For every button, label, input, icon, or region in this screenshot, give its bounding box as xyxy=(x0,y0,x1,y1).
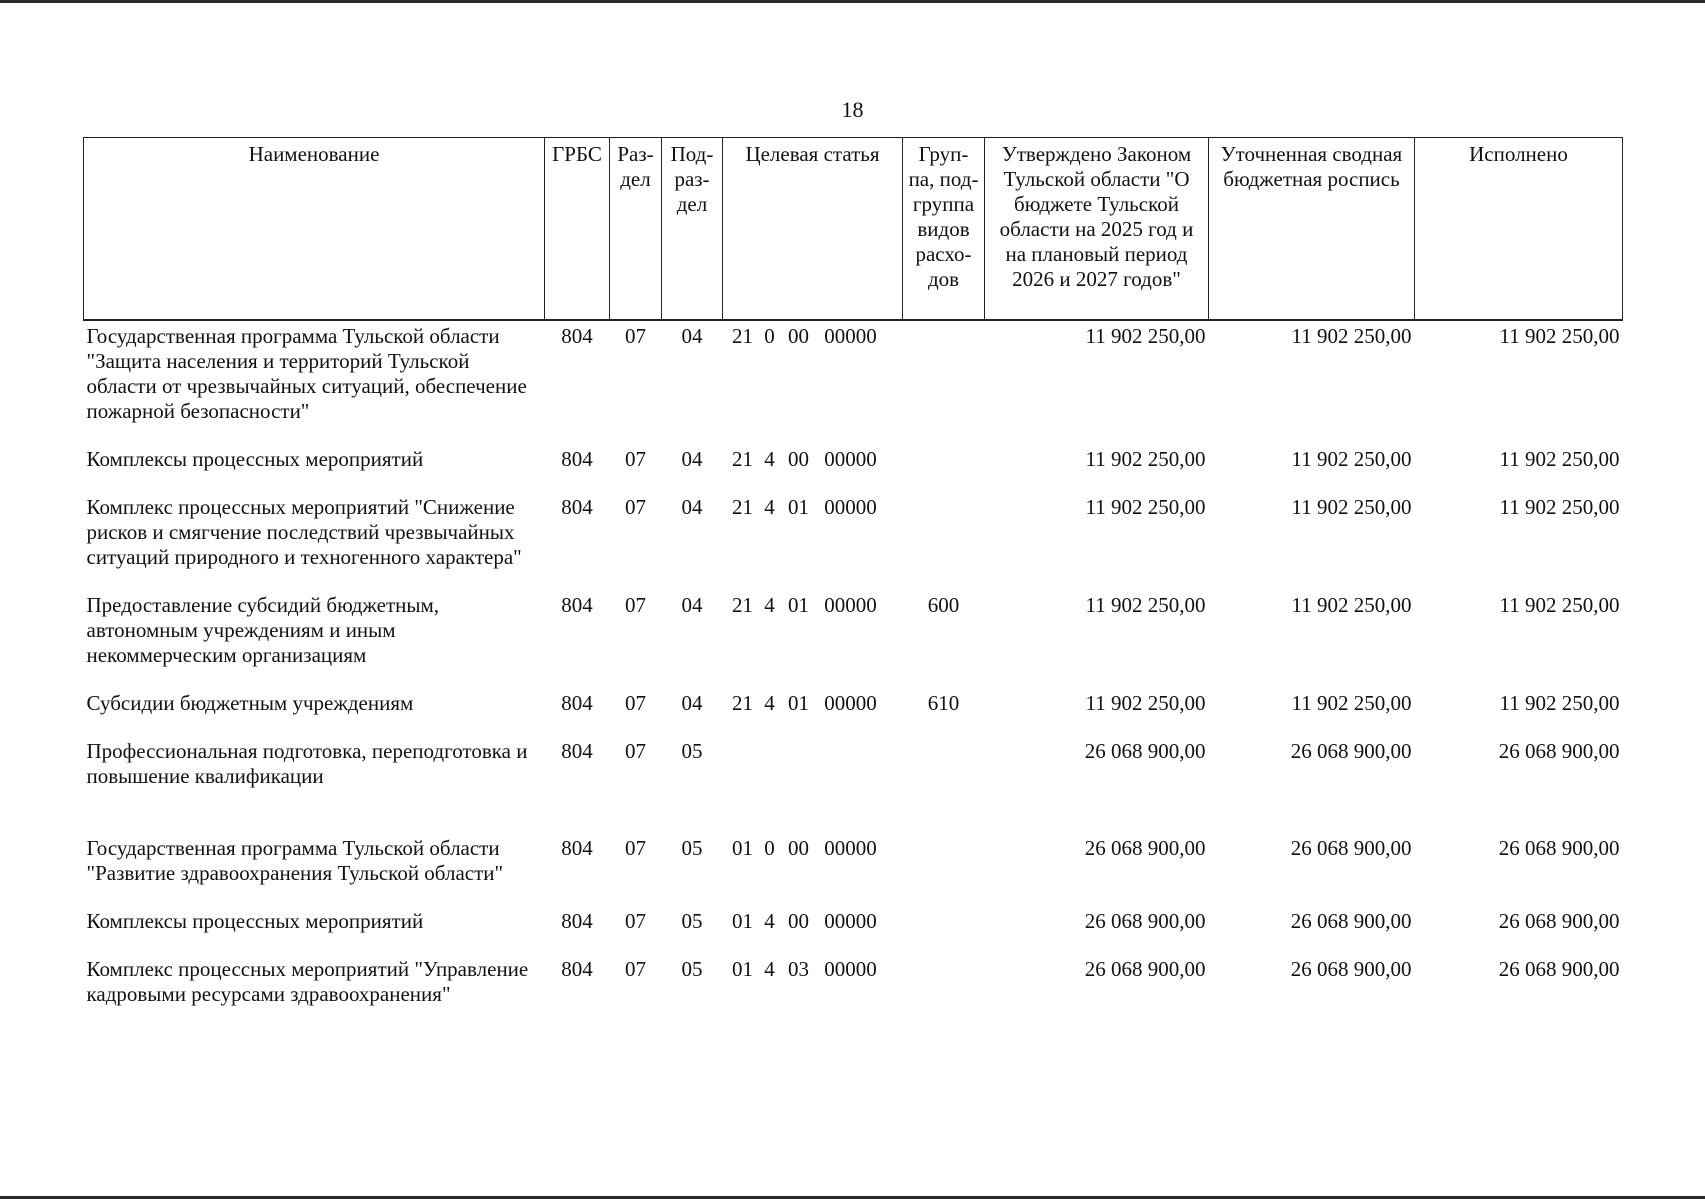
row-razdel: 07 xyxy=(625,494,646,519)
row-target-article xyxy=(723,736,903,833)
row-grbs: 804 xyxy=(561,494,593,519)
header-target: Целевая статья xyxy=(723,138,903,320)
header-approved: Утверждено Законом Тульской области "О бюджете Тульской области на 2025 год и на плановый период 2026 и 2027 годов" xyxy=(985,138,1209,320)
row-podrazdel: 05 xyxy=(681,908,703,933)
target-article-part: 01 xyxy=(788,494,809,519)
row-grbs: 804 xyxy=(561,323,593,348)
row-refined: 26 068 900,00 xyxy=(1290,908,1412,933)
table-row xyxy=(84,320,1623,444)
budget-table xyxy=(83,137,1623,1027)
target-article-part: 00000 xyxy=(824,835,877,860)
row-podrazdel: 04 xyxy=(681,494,703,519)
header-refined: Уточненная сводная бюджетная роспись xyxy=(1209,138,1415,320)
target-article-part: 21 xyxy=(732,323,753,348)
table-row xyxy=(84,906,1623,954)
target-article-part: 01 xyxy=(732,956,753,981)
row-approved: 11 902 250,00 xyxy=(1085,323,1206,348)
target-article-part: 4 xyxy=(764,956,775,981)
row-executed: 26 068 900,00 xyxy=(1498,908,1620,933)
target-article-part: 00000 xyxy=(824,956,877,981)
header-name: Наименование xyxy=(84,138,545,320)
row-grbs: 804 xyxy=(561,738,593,763)
row-group xyxy=(903,736,985,833)
row-refined: 26 068 900,00 xyxy=(1290,835,1412,860)
row-approved: 11 902 250,00 xyxy=(1085,592,1206,617)
target-article-part: 00000 xyxy=(824,323,877,348)
target-article-part: 01 xyxy=(732,908,753,933)
target-article-part: 03 xyxy=(788,956,809,981)
top-scan-edge xyxy=(0,0,1705,3)
row-group: 610 xyxy=(927,690,960,715)
row-approved: 26 068 900,00 xyxy=(1084,956,1206,981)
row-razdel: 07 xyxy=(625,956,646,981)
row-razdel: 07 xyxy=(625,738,646,763)
row-refined: 11 902 250,00 xyxy=(1291,323,1412,348)
row-razdel: 07 xyxy=(625,908,646,933)
table-row xyxy=(84,736,1623,833)
row-executed: 11 902 250,00 xyxy=(1499,494,1620,519)
row-target-article xyxy=(723,906,903,954)
row-podrazdel: 05 xyxy=(681,956,703,981)
row-group xyxy=(903,320,985,444)
row-name: Предоставление субсидий бюджетным, автономным учреждениям и иным некоммерческим организациям xyxy=(86,592,440,667)
target-article-part: 00000 xyxy=(824,446,877,471)
target-article-part: 4 xyxy=(764,494,775,519)
row-razdel: 07 xyxy=(625,323,646,348)
row-group xyxy=(903,954,985,1027)
target-article-part: 4 xyxy=(764,690,775,715)
row-executed: 11 902 250,00 xyxy=(1499,690,1620,715)
header-executed: Исполнено xyxy=(1415,138,1623,320)
row-group xyxy=(903,444,985,492)
target-article-part: 00000 xyxy=(824,592,877,617)
row-approved: 11 902 250,00 xyxy=(1085,690,1206,715)
target-article-part: 0 xyxy=(764,835,775,860)
row-name: Профессиональная подготовка, переподготовка и повышение квалификации xyxy=(86,738,528,788)
row-group xyxy=(903,492,985,590)
row-razdel: 07 xyxy=(625,835,646,860)
row-target-article xyxy=(723,833,903,906)
target-article-part: 00 xyxy=(788,323,809,348)
bottom-scan-edge xyxy=(0,1196,1705,1199)
row-approved: 26 068 900,00 xyxy=(1084,908,1206,933)
row-refined: 11 902 250,00 xyxy=(1291,494,1412,519)
row-target-article xyxy=(723,954,903,1027)
row-podrazdel: 04 xyxy=(681,323,703,348)
target-article-part: 00000 xyxy=(824,494,877,519)
row-name: Комплексы процессных мероприятий xyxy=(86,446,424,471)
row-executed: 26 068 900,00 xyxy=(1498,738,1620,763)
row-podrazdel: 04 xyxy=(681,690,703,715)
row-name: Государственная программа Тульской области "Развитие здравоохранения Тульской области" xyxy=(86,835,504,885)
row-target-article xyxy=(723,444,903,492)
header-podrazdel: Под- раз- дел xyxy=(662,138,723,320)
target-article-part: 00 xyxy=(788,908,809,933)
row-name: Комплекс процессных мероприятий "Управление кадровыми ресурсами здравоохранения" xyxy=(86,956,529,1006)
target-article-part: 0 xyxy=(764,323,775,348)
row-target-article xyxy=(723,688,903,736)
table-row xyxy=(84,688,1623,736)
table-row xyxy=(84,954,1623,1027)
target-article-part: 4 xyxy=(764,446,775,471)
table-row xyxy=(84,590,1623,688)
table-row xyxy=(84,833,1623,906)
row-razdel: 07 xyxy=(625,690,646,715)
row-executed: 26 068 900,00 xyxy=(1498,835,1620,860)
target-article-part: 01 xyxy=(732,835,753,860)
target-article-part: 4 xyxy=(764,908,775,933)
row-approved: 26 068 900,00 xyxy=(1084,835,1206,860)
row-refined: 11 902 250,00 xyxy=(1291,592,1412,617)
row-executed: 26 068 900,00 xyxy=(1498,956,1620,981)
row-approved: 11 902 250,00 xyxy=(1085,494,1206,519)
target-article-part: 21 xyxy=(732,592,753,617)
row-grbs: 804 xyxy=(561,835,593,860)
row-grbs: 804 xyxy=(561,908,593,933)
row-refined: 26 068 900,00 xyxy=(1290,738,1412,763)
row-executed: 11 902 250,00 xyxy=(1499,323,1620,348)
row-approved: 26 068 900,00 xyxy=(1084,738,1206,763)
row-target-article xyxy=(723,492,903,590)
row-name: Государственная программа Тульской области "Защита населения и территорий Тульской области от чрезвычайных ситуаций, обеспечение пожарной безопасности" xyxy=(86,323,527,423)
row-podrazdel: 04 xyxy=(681,592,703,617)
row-refined: 11 902 250,00 xyxy=(1291,446,1412,471)
row-name: Комплекс процессных мероприятий "Снижение рисков и смягчение последствий чрезвычайных ситуаций природного и техногенного характера" xyxy=(86,494,522,569)
row-approved: 11 902 250,00 xyxy=(1085,446,1206,471)
target-article-part: 00000 xyxy=(824,908,877,933)
target-article-part: 00000 xyxy=(824,690,877,715)
row-razdel: 07 xyxy=(625,592,646,617)
row-group xyxy=(903,906,985,954)
row-name: Субсидии бюджетным учреждениям xyxy=(86,690,414,715)
row-razdel: 07 xyxy=(625,446,646,471)
row-grbs: 804 xyxy=(561,592,593,617)
page-number: 18 xyxy=(841,97,864,122)
table-row xyxy=(84,444,1623,492)
target-article-part: 21 xyxy=(732,690,753,715)
row-grbs: 804 xyxy=(561,446,593,471)
table-row xyxy=(84,492,1623,590)
row-podrazdel: 05 xyxy=(681,738,703,763)
row-grbs: 804 xyxy=(561,690,593,715)
row-target-article xyxy=(723,590,903,688)
target-article-part: 00 xyxy=(788,835,809,860)
row-grbs: 804 xyxy=(561,956,593,981)
target-article-part: 00 xyxy=(788,446,809,471)
row-refined: 11 902 250,00 xyxy=(1291,690,1412,715)
row-podrazdel: 05 xyxy=(681,835,703,860)
target-article-part: 21 xyxy=(732,494,753,519)
target-article-part: 01 xyxy=(788,592,809,617)
row-group xyxy=(903,833,985,906)
target-article-part: 01 xyxy=(788,690,809,715)
row-group: 600 xyxy=(927,592,960,617)
row-target-article xyxy=(723,320,903,444)
row-name: Комплексы процессных мероприятий xyxy=(86,908,424,933)
header-grbs: ГРБС xyxy=(545,138,610,320)
header-row xyxy=(84,138,1623,320)
row-podrazdel: 04 xyxy=(681,446,703,471)
row-refined: 26 068 900,00 xyxy=(1290,956,1412,981)
target-article-part: 21 xyxy=(732,446,753,471)
row-executed: 11 902 250,00 xyxy=(1499,592,1620,617)
header-group: Груп- па, под- группа видов расхо- дов xyxy=(903,138,985,320)
row-executed: 11 902 250,00 xyxy=(1499,446,1620,471)
header-razdel: Раз- дел xyxy=(610,138,662,320)
target-article-part: 4 xyxy=(764,592,775,617)
